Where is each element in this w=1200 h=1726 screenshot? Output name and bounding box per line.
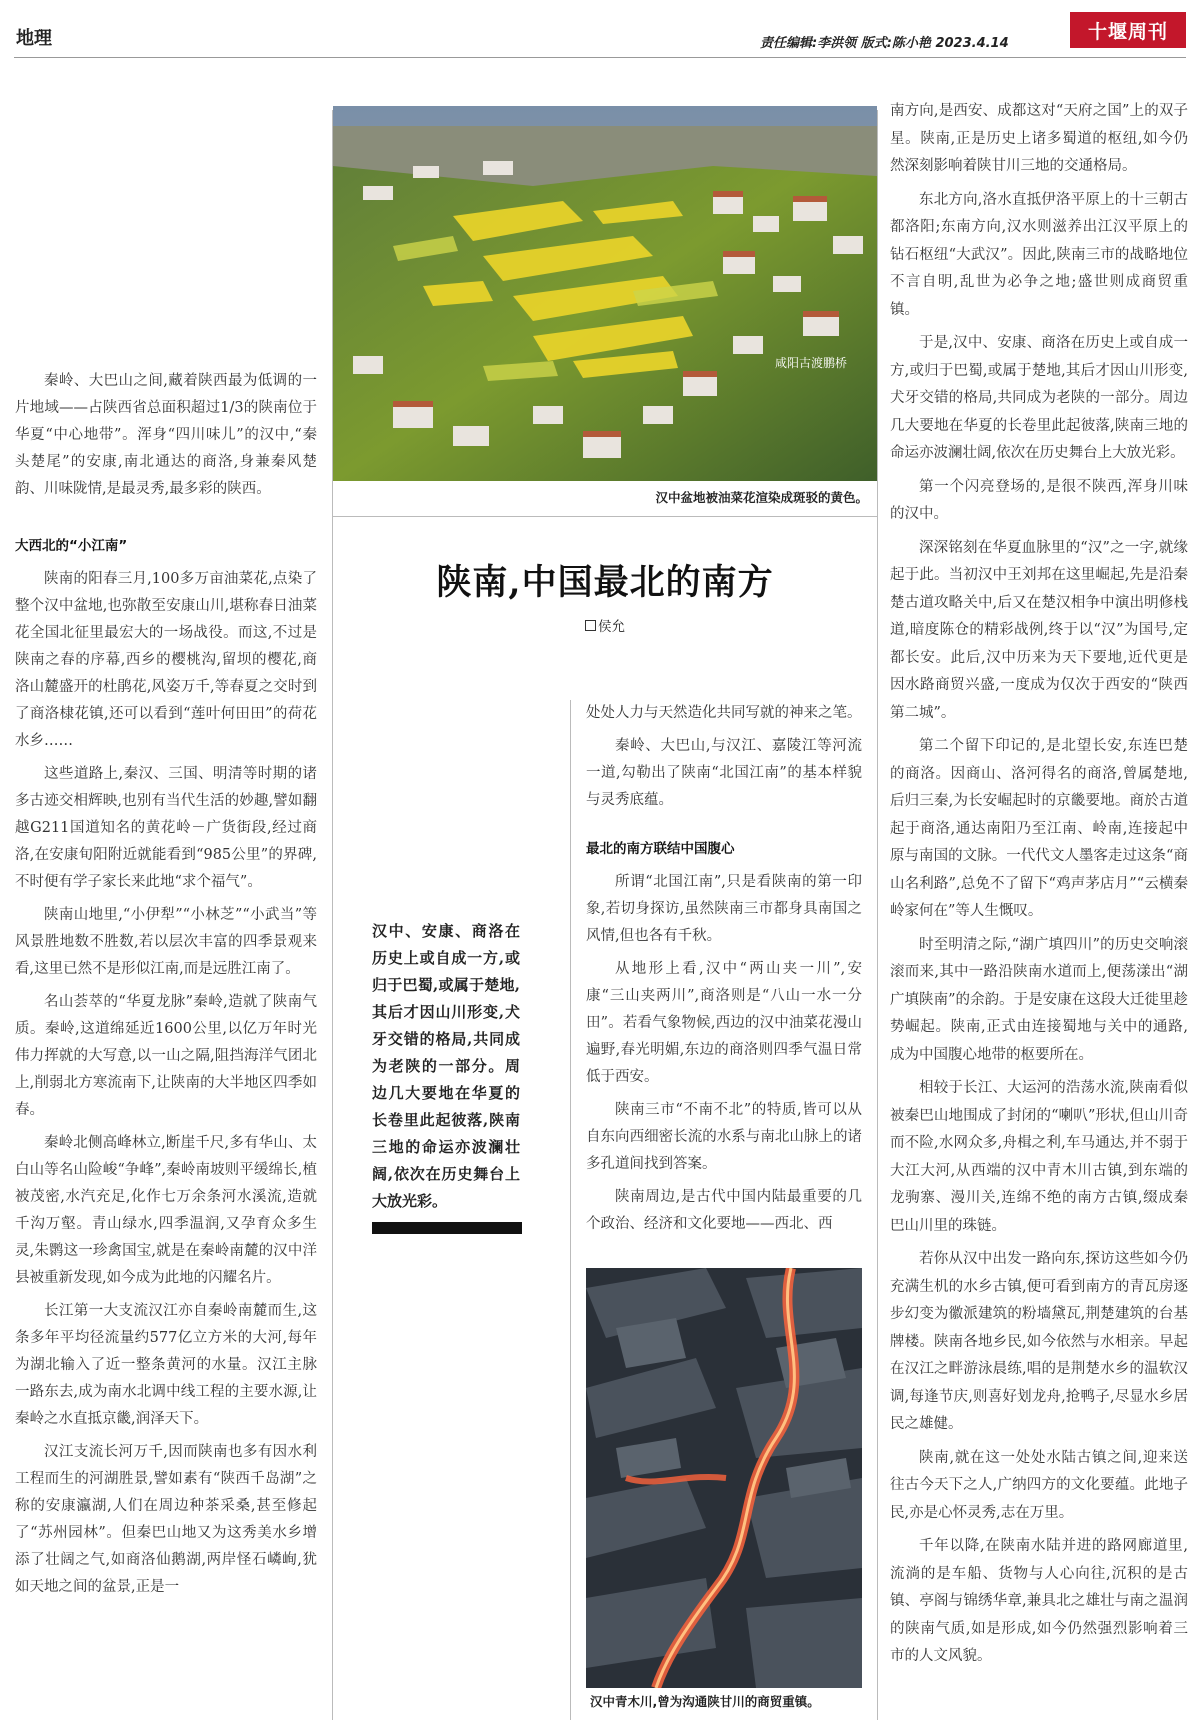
photo-credit: 咸阳古渡鹏桥 [775, 356, 848, 370]
body-paragraph: 南方向,是西安、成都这对“天府之国”上的双子星。陕南,正是历史上诸多蜀道的枢纽,如今仍然深刻影响着陕甘川三地的交通格局。 [890, 103, 1188, 174]
body-paragraph: 所谓“北国江南”,只是看陕南的第一印象,若切身探访,虽然陕南三市都身具南国之风情,但也各有千秋。 [586, 874, 862, 944]
photo-caption: 汉中盆地被油菜花渲染成斑驳的黄色。 [655, 490, 868, 505]
byline [333, 615, 877, 635]
body-paragraph: 时至明清之际,“湖广填四川”的历史交响滚滚而来,其中一路沿陕南水道而上,便荡漾出“湖广填陕南”的余韵。于是安康在这段大迁徙里趁势崛起。陕南,正式由连接蜀地与关中的通路,成为中国腹心地带的枢要所在。 [890, 936, 1188, 1063]
body-paragraph: 秦岭北侧高峰林立,断崖千尺,多有华山、太白山等名山险峻“争峰”,秦岭南坡则平缓绵长,植被茂密,水汽充足,化作七万余条河水溪流,造就千沟万壑。青山绿水,四季温润,又孕育众多生灵,朱鹮这一珍禽国宝,就是在秦岭南麓的汉中洋县被重新发现,如今成为此地的闪耀名片。 [15, 1135, 317, 1286]
rapeseed-valley-photo [333, 106, 877, 481]
body-paragraph: 处处人力与天然造化共同写就的神来之笔。 [586, 705, 862, 721]
body-paragraph: 深深铭刻在华夏血脉里的“汉”之一字,就缘起于此。当初汉中王刘邦在这里崛起,先是沿秦楚古道攻略关中,后又在楚汉相争中演出明修栈道,暗度陈仓的精彩战例,终于以“汉”为国号,定都长安。此后,汉中历来为天下要地,近代更是因水路商贸兴盛,一度成为仅次于西安的“陕西第二城”。 [890, 539, 1188, 721]
ancient-town-photo [586, 1268, 862, 1688]
article-column-right [890, 98, 1188, 1677]
header-divider [14, 57, 1186, 58]
body-paragraph: 这些道路上,秦汉、三国、明清等时期的诸多古迹交相辉映,也别有当代生活的妙趣,譬如翻越G211国道知名的黄花岭－广货街段,经过商洛,在安康旬阳附近就能看到“985公里”的界碑,不时便有学子家长来此地“求个福气”。 [15, 766, 317, 890]
body-paragraph: 第一个闪亮登场的,是很不陕西,浑身川味的汉中。 [890, 478, 1188, 522]
body-paragraph: 陕南的阳春三月,100多万亩油菜花,点染了整个汉中盆地,也弥散至安康山川,堪称春日油菜花全国北征里最宏大的一场战役。而这,不过是陕南之春的序幕,西乡的樱桃沟,留坝的樱花,商洛山麓盛开的杜鹃花,风姿万千,等春夏之交时到了商洛棣花镇,还可以看到“莲叶何田田”的荷花水乡…… [15, 571, 317, 749]
body-paragraph: 名山荟萃的“华夏龙脉”秦岭,造就了陕南气质。秦岭,这道绵延近1600公里,以亿万年时光伟力挥就的大写意,以一山之隔,阻挡海洋气团北上,削弱北方寒流南下,让陕南的大半地区四季如春。 [15, 994, 317, 1118]
editor-credits: 责任编辑:李洪领 版式:陈小艳 2023.4.14 [760, 36, 1009, 51]
body-paragraph: 陕南三市“不南不北”的特质,皆可以从自东向西细密长流的水系与南北山脉上的诸多孔道间找到答案。 [586, 1102, 862, 1172]
body-paragraph: 相较于长江、大运河的浩荡水流,陕南看似被秦巴山地围成了封闭的“喇叭”形状,但山川奇而不险,水网众多,舟楫之利,车马通达,并不弱于大江大河,从西端的汉中青木川古镇,到东端的龙驹寨、漫川关,连绵不绝的南方古镇,缀成秦巴山川里的珠链。 [890, 1080, 1188, 1234]
article-title: 陕南,中国最北的南方 [436, 562, 774, 603]
body-paragraph: 陕南山地里,“小伊犁”“小林芝”“小武当”等风景胜地数不胜数,若以层次丰富的四季景观来看,这里已然不是形似江南,而是远胜江南了。 [15, 907, 317, 977]
author-name: 侯允 [598, 619, 625, 635]
intro-paragraph: 秦岭、大巴山之间,藏着陕西最为低调的一片地域——占陕西省总面积超过1/3的陕南位于华夏“中心地带”。浑身“四川味儿”的汉中,“秦头楚尾”的安康,南北通达的商洛,身兼秦风楚韵、川味陇情,是最灵秀,最多彩的陕西。 [15, 373, 317, 497]
body-paragraph: 陕南周边,是古代中国内陆最重要的几个政治、经济和文化要地——西北、西 [586, 1189, 862, 1232]
body-paragraph: 从地形上看,汉中“两山夹一川”,安康“三山夹两川”,商洛则是“八山一水一分田”。若看气象物候,西边的汉中油菜花漫山遍野,春光明媚,东边的商洛则四季气温日常低于西安。 [586, 961, 862, 1085]
body-paragraph: 秦岭、大巴山,与汉江、嘉陵江等河流一道,勾勒出了陕南“北国江南”的基本样貌与灵秀底蕴。 [586, 738, 862, 808]
body-paragraph: 于是,汉中、安康、商洛在历史上或自成一方,或归于巴蜀,或属于楚地,其后才因山川形变,犬牙交错的格局,共同成为老陕的一部分。周边几大要地在华夏的长卷里此起彼落,陕南三地的命运亦波澜壮阔,依次在历史舞台上大放光彩。 [890, 335, 1188, 461]
body-paragraph: 千年以降,在陕南水陆并进的路网廊道里,流淌的是车船、货物与人心向往,沉积的是古镇、亭阁与锦绣华章,兼具北之雄壮与南之温润的陕南气质,如是形成,如今仍然强烈影响着三市的人文风貌。 [890, 1538, 1188, 1664]
section-heading: 大西北的“小江南” [15, 538, 128, 554]
column-divider [570, 700, 571, 1720]
publication-masthead: 十堰周刊 [1070, 12, 1186, 48]
body-paragraph: 陕南,就在这一处处水陆古镇之间,迎来送往古今天下之人,广纳四方的文化要蕴。此地子民,亦是心怀灵秀,志在万里。 [890, 1449, 1188, 1521]
caption-divider [333, 516, 877, 517]
body-paragraph: 汉江支流长河万千,因而陕南也多有因水利工程而生的河湖胜景,譬如素有“陕西千岛湖”之称的安康瀛湖,人们在周边种茶采桑,甚至修起了“苏州园林”。但秦巴山地又为这秀美水乡增添了壮阔之气,如商洛仙鹅湖,两岸怪石嶙峋,犹如天地之间的盆景,正是一 [15, 1444, 317, 1595]
body-paragraph: 第二个留下印记的,是北望长安,东连巴楚的商洛。因商山、洛河得名的商洛,曾属楚地,后归三秦,为长安崛起时的京畿要地。商於古道起于商洛,通达南阳乃至江南、岭南,连接起中原与南国的文脉。一代代文人墨客走过这条“商山名利路”,总免不了留下“鸡声茅店月”“云横秦岭家何在”等人生慨叹。 [890, 738, 1188, 919]
body-paragraph: 长江第一大支流汉江亦自秦岭南麓而生,这条多年平均径流量约577亿立方米的大河,每年为湖北输入了近一整条黄河的水量。汉江主脉一路东去,成为南水北调中线工程的主要水源,让秦岭之水直抵京畿,润泽天下。 [15, 1303, 317, 1427]
byline-box [585, 620, 596, 631]
photo-caption: 汉中青木川,曾为沟通陕甘川的商贸重镇。 [590, 1694, 820, 1709]
column-divider [877, 110, 878, 1720]
pull-quote-bar [372, 1222, 522, 1234]
section-heading: 最北的南方联结中国腹心 [586, 841, 735, 857]
article-column-middle [586, 700, 862, 1244]
body-paragraph: 东北方向,洛水直抵伊洛平原上的十三朝古都洛阳;东南方向,汉水则滋养出江汉平原上的钻石枢纽“大武汉”。因此,陕南三市的战略地位不言自明,乱世为必争之地;盛世则成商贸重镇。 [890, 191, 1188, 318]
body-paragraph: 若你从汉中出发一路向东,探访这些如今仍充满生机的水乡古镇,便可看到南方的青瓦房逐步幻变为徽派建筑的粉墙黛瓦,荆楚建筑的台基牌楼。陕南各地乡民,如今依然与水相亲。早起在汉江之畔游泳晨练,唱的是荆楚水乡的温软汉调,每逢节庆,则喜好划龙舟,抢鸭子,尽显水乡居民之雄健。 [890, 1251, 1188, 1432]
pull-quote: 汉中、安康、商洛在历史上或自成一方,或归于巴蜀,或属于楚地,其后才因山川形变,犬牙交错的格局,共同成为老陕的一部分。周边几大要地在华夏的长卷里此起彼落,陕南三地的命运亦波澜壮阔,依次在历史舞台上大放光彩。 [372, 922, 520, 1210]
section-name: 地理 [16, 28, 52, 49]
article-column-left [15, 368, 317, 1607]
